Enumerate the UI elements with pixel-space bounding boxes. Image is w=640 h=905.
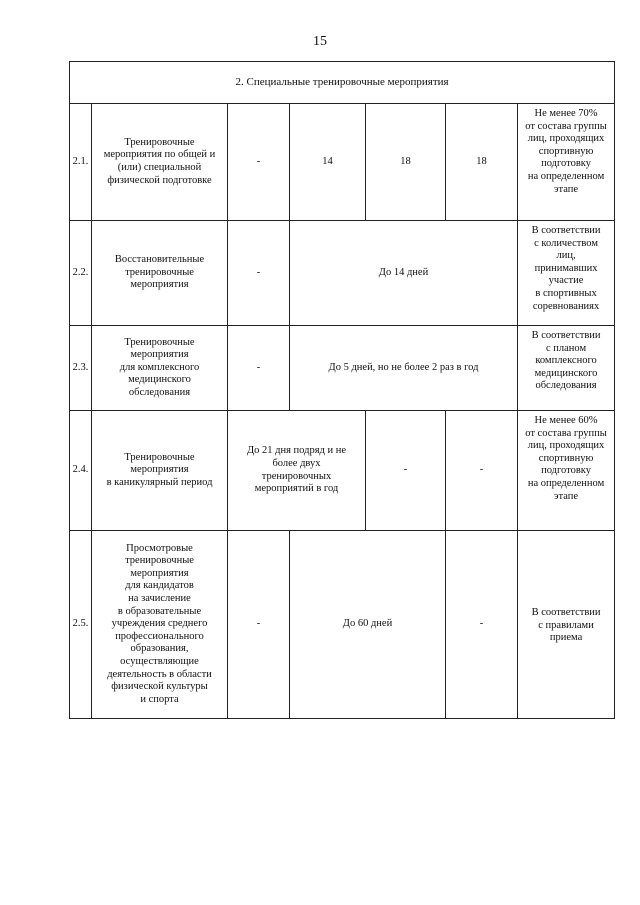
row-number: 2.1. [70,104,92,221]
event-name: Тренировочные мероприятия для комплексного медицинского обследования [92,326,228,411]
row-note: Не менее 60% от состава группы лиц, проходящих спортивную подготовку на определенном этапе [518,411,615,531]
row-number: 2.4. [70,411,92,531]
row-note: В соответствии с правилами приема [518,531,615,719]
cell-value: 18 [366,104,446,221]
section-header-row [70,62,615,104]
cell-value: - [366,411,446,531]
row-number: 2.5. [70,531,92,719]
cell-value: - [446,411,518,531]
duration-span: До 14 дней [290,221,518,326]
cell-value: - [228,531,290,719]
table-row [70,104,615,221]
event-name: Просмотровые тренировочные мероприятия для кандидатов на зачисление в образовательные учреждения среднего профессионального образования, осуществляющие деятельность в области физической культуры и спорта [92,531,228,719]
duration-span: До 60 дней [290,531,446,719]
table-row [70,221,615,326]
event-name: Тренировочные мероприятия в каникулярный период [92,411,228,531]
row-number: 2.2. [70,221,92,326]
row-note: В соответствии с планом комплексного медицинского обследования [518,326,615,411]
cell-value: - [446,531,518,719]
event-name: Восстановительные тренировочные мероприятия [92,221,228,326]
table-row [70,326,615,411]
row-note: Не менее 70% от состава группы лиц, проходящих спортивную подготовку на определенном этапе [518,104,615,221]
table-row [70,411,615,531]
cell-value: - [228,326,290,411]
section-title: 2. Специальные тренировочные мероприятия [70,62,615,104]
table-row [70,531,615,719]
row-note: В соответствии с количеством лиц, принимавших участие в спортивных соревнованиях [518,221,615,326]
duration-span: До 5 дней, но не более 2 раз в год [290,326,518,411]
training-events-table [69,61,615,719]
event-name: Тренировочные мероприятия по общей и (или) специальной физической подготовке [92,104,228,221]
cell-value: 14 [290,104,366,221]
cell-value: - [228,104,290,221]
duration-span: До 21 дня подряд и не более двух тренировочных мероприятий в год [228,411,366,531]
cell-value: 18 [446,104,518,221]
cell-value: - [228,221,290,326]
page-number: 15 [313,34,327,49]
row-number: 2.3. [70,326,92,411]
